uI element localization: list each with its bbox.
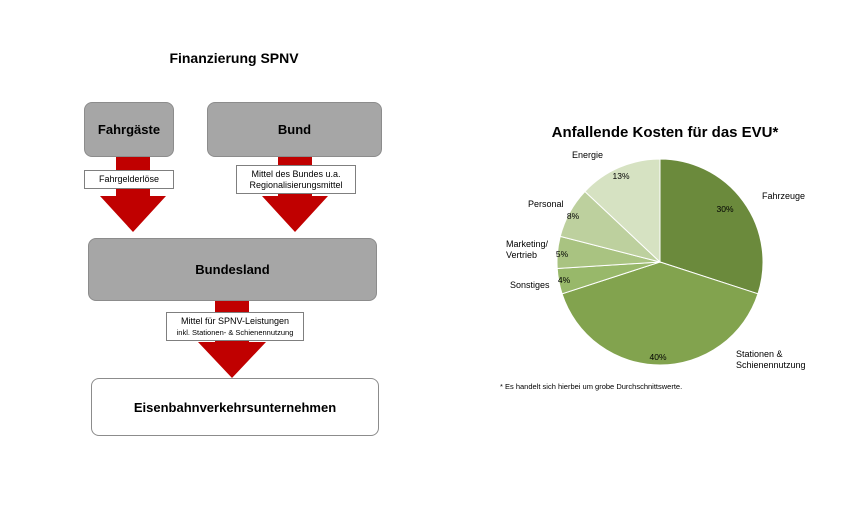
flow-title: Finanzierung SPNV [169,50,299,66]
slice-label-sonstiges: 4% [557,275,571,285]
slice-label-personal: 8% [566,211,580,221]
bund-label: Bund [277,122,312,137]
pie-title: Anfallende Kosten für das EVU* [551,124,779,141]
slice-label-energie: 13% [612,171,630,181]
pie-slices [555,159,763,365]
slice-label-fahrzeuge: 30% [716,204,734,214]
mittel-bund-line2: Regionalisierungsmittel [249,179,343,190]
fahrgelderloese-text: Fahrgelderlöse [98,174,160,184]
cat-stationen-line2: Schienennutzung [736,360,806,370]
mittel-spnv-line2: inkl. Stationen- & Schienennutzung [176,327,294,337]
evu-label: Eisenbahnverkehrsunternehmen [133,399,337,415]
fahrgaeste-label: Fahrgäste [97,122,161,137]
cat-energie: Energie [572,150,604,160]
mittel-bund-line1: Mittel des Bundes u.a. [251,168,341,179]
pie-footnote: * Es handelt sich hierbei um grobe Durchschnittswerte. [500,382,683,391]
cat-marketing-line1: Marketing/ [506,239,549,249]
cat-fahrzeuge: Fahrzeuge [762,191,806,201]
cat-marketing-line2: Vertrieb [506,250,538,260]
cat-stationen-line1: Stationen & [736,349,783,359]
slice-label-stationen: 40% [649,352,667,362]
cat-personal: Personal [528,199,564,209]
slice-label-marketing: 5% [555,249,569,259]
cat-sonstiges: Sonstiges [510,280,550,290]
mittel-spnv-line1: Mittel für SPNV-Leistungen [180,315,290,326]
bundesland-label: Bundesland [195,262,270,277]
